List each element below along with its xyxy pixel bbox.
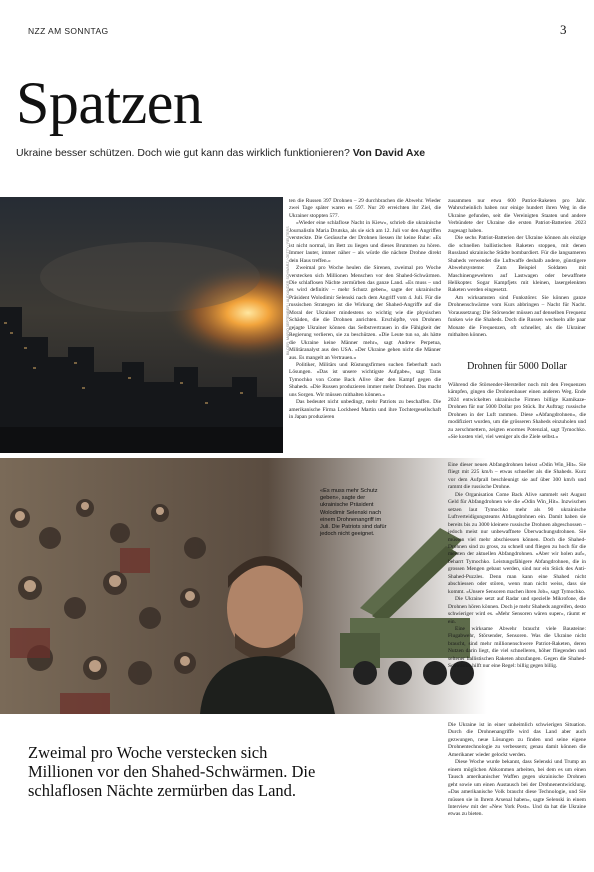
photo-caption: Zweimal pro Woche verstecken sich Millionen vor den Shahed-Schwärmen. Die schlaflosen Nächte zermürben das Land.	[28, 743, 316, 800]
byline: Von David Axe	[352, 147, 426, 159]
paragraph: Die Ukraine setzt auf Radar und spezielle Mikrofone, die Drohnen hören können. Doch je mehr Shaheds angreifen, desto schwieriger wird es. «Mehr Sensoren wären super», räumt er ein.	[448, 596, 586, 625]
shelter-zelensky-patriot-photo	[0, 458, 487, 714]
paragraph: Die sechs Patriot-Batterien der Ukraine können als einzige die schnellen ballistischen Raketen stoppen, mit denen Russland ukrainische Städte bombardiert. Für die langsameren Shaheds verwendet die Luftwaffe deshalb andere, günstigere Abwehrsysteme: Zum Beispiel Soldaten mit Maschinengewehren auf Lastwagen oder bewaffnete Helikopter. Sogar Kampfjets mit kleinen, lasergelenkten Raketen werden eingesetzt.	[448, 235, 586, 294]
article-column-3	[448, 462, 586, 722]
paragraph: Diese Woche wurde bekannt, dass Selenski und Trump an einem möglichen Abkommen arbeiten, bei dem es um einen Tausch amerikanischer Waffen gegen ukrainische Drohnen geht sowie um einen Austausch bei der Drohnenentwicklung. «Das amerikanische Volk braucht diese Technologie, und Sie müssen sie in Ihrem Arsenal haben», sagte Selenski in einem Interview mit der «New York Post». Und da hat die Ukraine etwas zu bieten.	[448, 759, 586, 818]
photo-credit: BILDER: MARIO SEPTEMBER / ALEXANDER SCHWARZ / GETTY / REUTERS	[286, 226, 290, 355]
section-subhead: Drohnen für 5000 Dollar	[467, 361, 567, 372]
paragraph: Eine wirksame Abwehr braucht viele Bausteine: Flugabwehr, Störsender, Sensoren. Was die Ukraine nicht braucht, sind mehr millionenschwere Patriot-Raketen, deren Nutzen darin liegt, die viel schnelleren, höher fliegenden und seltener ballistischen Raketen abzufangen. Gegen die Shahed-Schwärme hilft nur eine Regel: billig gegen billig.	[448, 625, 586, 670]
article-column-2b	[448, 382, 586, 460]
paragraph: Zweimal pro Woche heulen die Sirenen, zweimal pro Woche verstecken sich Millionen Menschen vor den Shahed-Schwärmen. Die schlaflosen Nächte zermürben das ganze Land. «Es muss – und es wird definitiv – mehr Schutz geben», sagte der ukrainische Präsident Wolodimir Selenski nach dem Angriff vom 4. Juli. Für die russischen Strategen ist die Wirkung der Shahed-Angriffe auf die Moral der Ukrainer mindestens so wichtig wie die physischen Schäden, die die Drohnen anrichten. Erschöpfte, von Drohnen gejagte Ukrainer können das Selbstvertrauen in die Fähigkeit der Regierung verlieren, sie zu beschützen. «Die Leute tun so, als hätte die Ukraine keine Männer mehr», sagt Andrew Perpetua, Militäranalyst aus den USA. «Der Ukraine gehen nicht die Männer aus. Es mangelt an Vertrauen.»	[289, 265, 441, 361]
page-number: 3	[560, 22, 567, 37]
article-column-2	[448, 198, 586, 353]
paragraph: «Wieder eine schlaflose Nacht in Kiew», schrieb die ukrainische Journalistin Maria Drutska, als sie sich am 12. Juli vor den Angriffen versteckte. Die Geräusche der Drohnen liessen ihr keine Ruhe: «Es ist nicht normal, im Bett zu liegen und dieses Brummen zu hören. Immer lauter, immer näher – als würde die nächste Drohne direkt dein Haus treffen.»	[289, 220, 441, 264]
paragraph: zusammen nur etwa 600 Patriot-Raketen pro Jahr. Wahrscheinlich haben nur einige hundert ihren Weg in die Ukraine gefunden, seit die Vereinigten Staaten und andere Verbündete der Ukraine die ersten Patriot-Batterien 2023 zugesagt haben.	[448, 198, 586, 234]
paragraph: Während die Störsender-Hersteller noch mit den Frequenzen kämpfen, gingen die Drohnenbauer einen anderen Weg. Ende 2024 entwickelten ukrainische Firmen billige Kamikaze-Drohnen für nur 5000 Dollar pro Stück. Ihr Auftrag: russische Drohnen in der Luft rammen. Diese «Abfangdrohnen», die modifiziert wurden, um die grösseren Shaheds einzuholen und zu zerschmettern, zeigten enormes Potenzial, sagt Tymochko. «Sie kosten viel, viel weniger als die Ziele selbst.»	[448, 382, 586, 441]
subline-text: Ukraine besser schützen. Doch wie gut kann das wirklich funktionieren?	[16, 147, 350, 159]
paragraph: Das bedeutet nicht unbedingt, mehr Patriots zu beschaffen. Die amerikanische Firma Lockheed Martin und ihre Tochtergesellschaft in Japan produzieren	[289, 399, 441, 421]
article-column-4	[448, 722, 586, 850]
explosion-night-photo	[0, 197, 283, 453]
paragraph: ten die Russen 397 Drohnen – 29 durchbrachen die Abwehr. Wieder zwei Tage später waren es 597. Nur 20 erreichten ihr Ziel, die Ukrainer stoppten 577.	[289, 198, 441, 219]
paragraph: Die Organisation Come Back Alive sammelt seit August Geld für Abfangdrohnen wie die «Odin Win_Hit». Inzwischen setzen laut Tymochko mehr als 90 ukrainische Luftverteidigungsteams Abfangdrohnen ein. Damit haben sie bereits bis zu 3000 kleinere russische Drohnen abgeschossen – jedoch meist nur unbewaffnete Überwachungsdrohnen. Sie müssen viel mehr abschiessen können. Doch die Shahed-Drohnen sind zu gross, zu schnell und fliegen zu hoch für die meisten der aktuellen Abfangdrohnen. «Aber wir holen auf», beharrt Tymochko. Leistungsfähigere Abfangdrohnen, die in grossen Mengen gebaut werden, sind nur ein Stück des Anti-Shahed-Puzzles. Denn man kann eine Shahed nicht abschiessen oder stören, wenn man nicht weiss, dass sie kommt. «Unsere Sensoren machen ihren Job», sagt Tymochko.	[448, 491, 586, 595]
article-column-1	[289, 198, 441, 460]
paragraph: Eine dieser neuen Abfangdrohnen heisst «Odin Win_Hit». Sie fliegt mit 225 km/h – etwas schneller als die Shaheds. Kurz vor dem Aufprall beschleunigt sie auf über 300 km/h und rammt die russische Drohne.	[448, 462, 586, 491]
paragraph: Am wirksamsten sind Funkstörer. Sie können ganze Drohnenschwärme vom Kurs abbringen – Nacht für Nacht. Voraussetzung: Die Störsender müssen auf denselben Frequenz funken wie die Shaheds. Doch die Russen wechseln alle paar Monate die Frequenzen, oft schneller, als die Ukrainer mithalten können.	[448, 294, 586, 339]
paragraph: Die Ukraine ist in einer unheimlich schwierigen Situation. Durch die Drohnenangriffe wird das Land aber auch gezwungen, neue Lösungen zu finden und seine eigene Drohnentechnologie zu verbessern; genau damit können die Amerikaner wieder gelockt werden.	[448, 722, 586, 758]
paragraph: Politiker, Militärs und Rüstungsfirmen suchen fieberhaft nach Lösungen. «Das ist unsere wichtigste Aufgabe», sagt Taras Tymochko von Come Back Alive über den Kampf gegen die Shaheds. «Die Russen produzieren immer mehr Drohnen. Das macht uns Sorgen. Wir müssen mithalten können.»	[289, 361, 441, 398]
headline: Spatzen	[16, 70, 203, 136]
subline	[16, 147, 425, 159]
pull-quote: «Es muss mehr Schutz geben», sagte der ukrainische Präsident Wolodimir Selenski nach einem Drohnenangriff im Juli. Die Patriots sind dafür jedoch nicht geeignet.	[320, 488, 387, 538]
masthead: NZZ AM SONNTAG	[28, 26, 109, 36]
